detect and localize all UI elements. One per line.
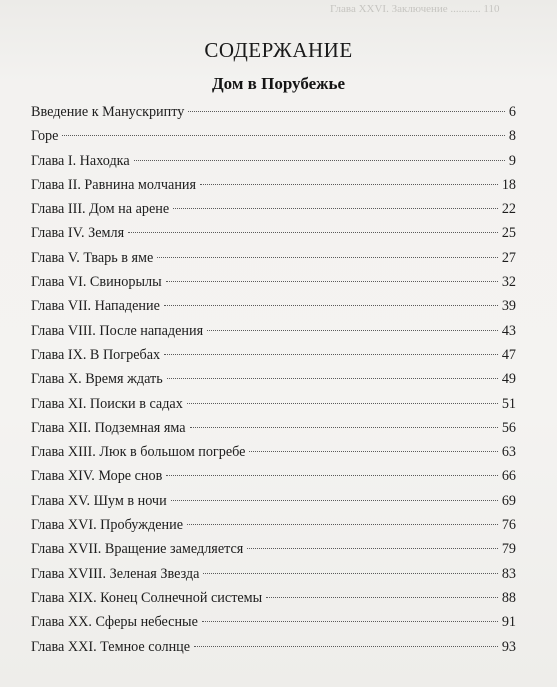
toc-entry-page-number: 83	[501, 565, 516, 582]
toc-entry-page-number: 6	[508, 104, 516, 120]
toc-entry-label: Глава II. Равнина молчания	[31, 176, 197, 193]
bleed-through-text: Глава XXVI. Заключение ........... 110	[330, 3, 500, 15]
toc-entry-label: Горе	[31, 128, 59, 145]
toc-entry-page-number: 9	[508, 152, 516, 169]
dot-leader	[194, 646, 498, 647]
toc-entry-page-number: 69	[501, 492, 516, 509]
toc-entry	[31, 149, 516, 173]
dot-leader	[134, 160, 505, 161]
toc-entry	[31, 246, 516, 270]
toc-entry-page-number: 88	[501, 589, 516, 606]
dot-leader	[166, 281, 498, 282]
toc-entry	[31, 319, 516, 343]
dot-leader	[173, 208, 498, 209]
toc-entry-label: Глава I. Находка	[31, 152, 130, 169]
toc-title: СОДЕРЖАНИЕ	[204, 38, 353, 62]
dot-leader	[62, 135, 504, 136]
toc-entry-label: Глава XV. Шум в ночи	[31, 492, 167, 509]
toc-entry	[31, 464, 516, 488]
toc-entry-label: Глава X. Время ждать	[31, 371, 163, 388]
toc-entry-page-number: 91	[501, 614, 516, 631]
toc-entry-label: Глава IV. Земля	[31, 225, 125, 242]
toc-entry-page-number: 39	[501, 298, 516, 315]
toc-entry	[31, 197, 516, 221]
toc-entry-page-number: 43	[501, 322, 516, 339]
dot-leader	[187, 524, 498, 525]
toc-entry-page-number: 25	[501, 225, 516, 242]
toc-entry	[31, 294, 516, 318]
toc-entry-label: Глава III. Дом на арене	[31, 201, 170, 218]
dot-leader	[166, 475, 497, 476]
toc-entry-label: Глава V. Тварь в яме	[31, 249, 154, 266]
toc-entry-page-number: 49	[501, 371, 516, 388]
toc-entry	[31, 173, 516, 197]
dot-leader	[247, 548, 497, 549]
toc-entry	[31, 124, 516, 148]
toc-entry-page-number: 76	[501, 517, 516, 534]
dot-leader	[200, 184, 498, 185]
toc-entry-label: Глава VII. Нападение	[31, 298, 160, 315]
toc-entry-label: Глава XXI. Темное солнце	[31, 638, 191, 655]
toc-entry	[31, 586, 516, 610]
dot-leader	[190, 427, 498, 428]
toc-entry-label: Глава XII. Подземная яма	[31, 419, 186, 436]
toc-entry-label: Глава XVI. Пробуждение	[31, 517, 183, 534]
dot-leader	[164, 354, 498, 355]
toc-entry	[31, 489, 516, 513]
toc-entry-page-number: 18	[501, 176, 516, 193]
toc-entry-label: Глава XI. Поиски в садах	[31, 395, 183, 412]
toc-entry	[31, 221, 516, 245]
toc-list	[31, 100, 516, 659]
toc-entry-page-number: 47	[501, 346, 516, 363]
toc-entry-label: Глава XIX. Конец Солнечной системы	[31, 589, 263, 606]
toc-entry-page-number: 22	[501, 201, 516, 218]
dot-leader	[128, 232, 498, 233]
toc-entry	[31, 416, 516, 440]
toc-entry	[31, 513, 516, 537]
toc-entry-label: Глава VIII. После нападения	[31, 322, 204, 339]
toc-entry	[31, 562, 516, 586]
toc-entry-label: Глава VI. Свинорылы	[31, 274, 162, 291]
dot-leader	[171, 500, 498, 501]
toc-entry-label: Введение к Манускрипту	[31, 104, 185, 120]
toc-entry-page-number: 79	[501, 541, 516, 558]
toc-entry-label: Глава XIII. Люк в большом погребе	[31, 444, 246, 461]
toc-entry	[31, 537, 516, 561]
toc-entry	[31, 392, 516, 416]
toc-entry-page-number: 32	[501, 274, 516, 291]
toc-entry	[31, 635, 516, 659]
dot-leader	[187, 403, 498, 404]
dot-leader	[203, 573, 497, 574]
toc-entry	[31, 270, 516, 294]
dot-leader	[164, 305, 498, 306]
toc-entry	[31, 610, 516, 634]
toc-entry-label: Глава XVIII. Зеленая Звезда	[31, 565, 200, 582]
dot-leader	[202, 621, 498, 622]
toc-entry	[31, 440, 516, 464]
dot-leader	[266, 597, 498, 598]
toc-entry-page-number: 8	[508, 128, 516, 145]
toc-entry-page-number: 51	[501, 395, 516, 412]
toc-entry	[31, 100, 516, 124]
toc-entry-label: Глава XX. Сферы небесные	[31, 614, 198, 631]
toc-entry-page-number: 93	[501, 638, 516, 655]
toc-entry-label: Глава IX. В Погребах	[31, 346, 161, 363]
toc-entry-page-number: 56	[501, 419, 516, 436]
dot-leader	[249, 451, 497, 452]
dot-leader	[157, 257, 498, 258]
toc-entry-page-number: 66	[501, 468, 516, 485]
dot-leader	[188, 111, 505, 112]
toc-entry	[31, 343, 516, 367]
toc-entry	[31, 367, 516, 391]
toc-entry-page-number: 27	[501, 249, 516, 266]
dot-leader	[167, 378, 498, 379]
toc-entry-page-number: 63	[501, 444, 516, 461]
toc-entry-label: Глава XVII. Вращение замедляется	[31, 541, 244, 558]
dot-leader	[207, 330, 498, 331]
toc-subtitle: Дом в Порубежье	[211, 74, 346, 93]
toc-entry-label: Глава XIV. Море снов	[31, 468, 163, 485]
